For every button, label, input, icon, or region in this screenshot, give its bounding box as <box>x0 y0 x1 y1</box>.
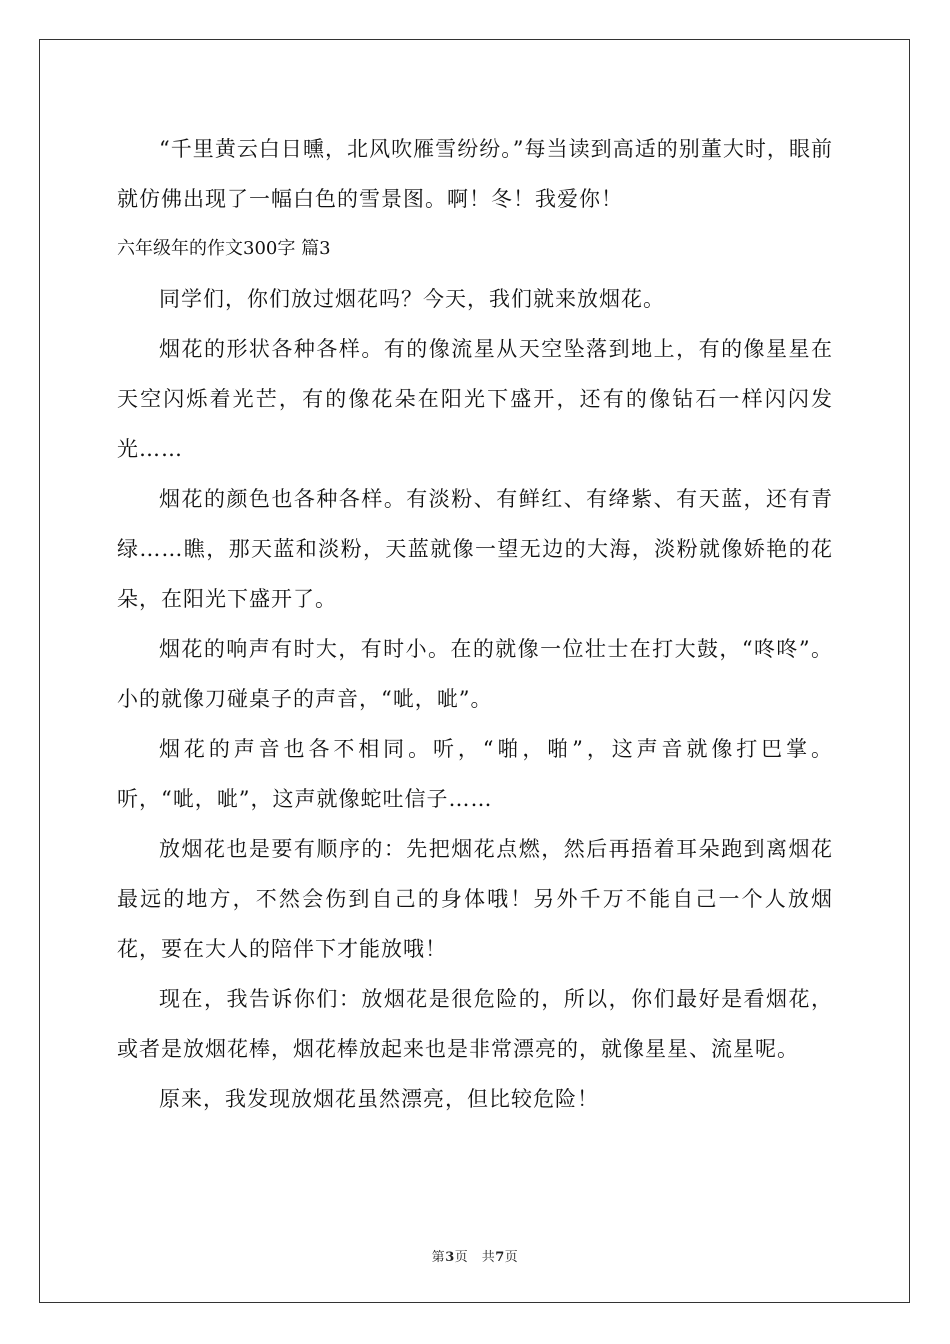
page-footer <box>0 1246 950 1265</box>
paragraph: 烟花的声音也各不相同。听，“啪，啪”，这声音就像打巴掌。听，“呲，呲”，这声就像蛇吐信子…… <box>117 737 833 811</box>
paragraph: 放烟花也是要有顺序的：先把烟花点燃，然后再捂着耳朵跑到离烟花最远的地方，不然会伤到自己的身体哦！另外千万不能自己一个人放烟花，要在大人的陪伴下才能放哦！ <box>117 837 833 961</box>
paragraph: 烟花的颜色也各种各样。有淡粉、有鲜红、有绛紫、有天蓝，还有青绿……瞧，那天蓝和淡粉，天蓝就像一望无边的大海，淡粉就像娇艳的花朵，在阳光下盛开了。 <box>117 487 833 611</box>
document-body <box>117 124 833 1124</box>
paragraph: “千里黄云白日曛，北风吹雁雪纷纷。”每当读到高适的别董大时，眼前就仿佛出现了一幅白色的雪景图。啊！冬！我爱你！ <box>117 137 833 211</box>
paragraph: 现在，我告诉你们：放烟花是很危险的，所以，你们最好是看烟花，或者是放烟花棒，烟花棒放起来也是非常漂亮的，就像星星、流星呢。 <box>117 987 833 1061</box>
paragraph: 同学们，你们放过烟花吗？今天，我们就来放烟花。 <box>159 287 665 311</box>
paragraph: 原来，我发现放烟花虽然漂亮，但比较危险！ <box>159 1087 599 1111</box>
paragraph: 烟花的形状各种各样。有的像流星从天空坠落到地上，有的像星星在天空闪烁着光芒，有的像花朵在阳光下盛开，还有的像钻石一样闪闪发光…… <box>117 337 833 461</box>
footer-suffix: 页 <box>504 1250 519 1265</box>
total-page-count: 7 <box>495 1250 505 1265</box>
paragraph: 烟花的响声有时大，有时小。在的就像一位壮士在打大鼓，“咚咚”。小的就像刀碰桌子的声音，“呲，呲”。 <box>117 637 833 711</box>
current-page-number: 3 <box>445 1250 455 1265</box>
section-heading: 六年级年的作文300字 篇3 <box>117 238 331 259</box>
footer-mid: 页 共 <box>454 1250 496 1265</box>
footer-prefix: 第 <box>431 1250 446 1265</box>
